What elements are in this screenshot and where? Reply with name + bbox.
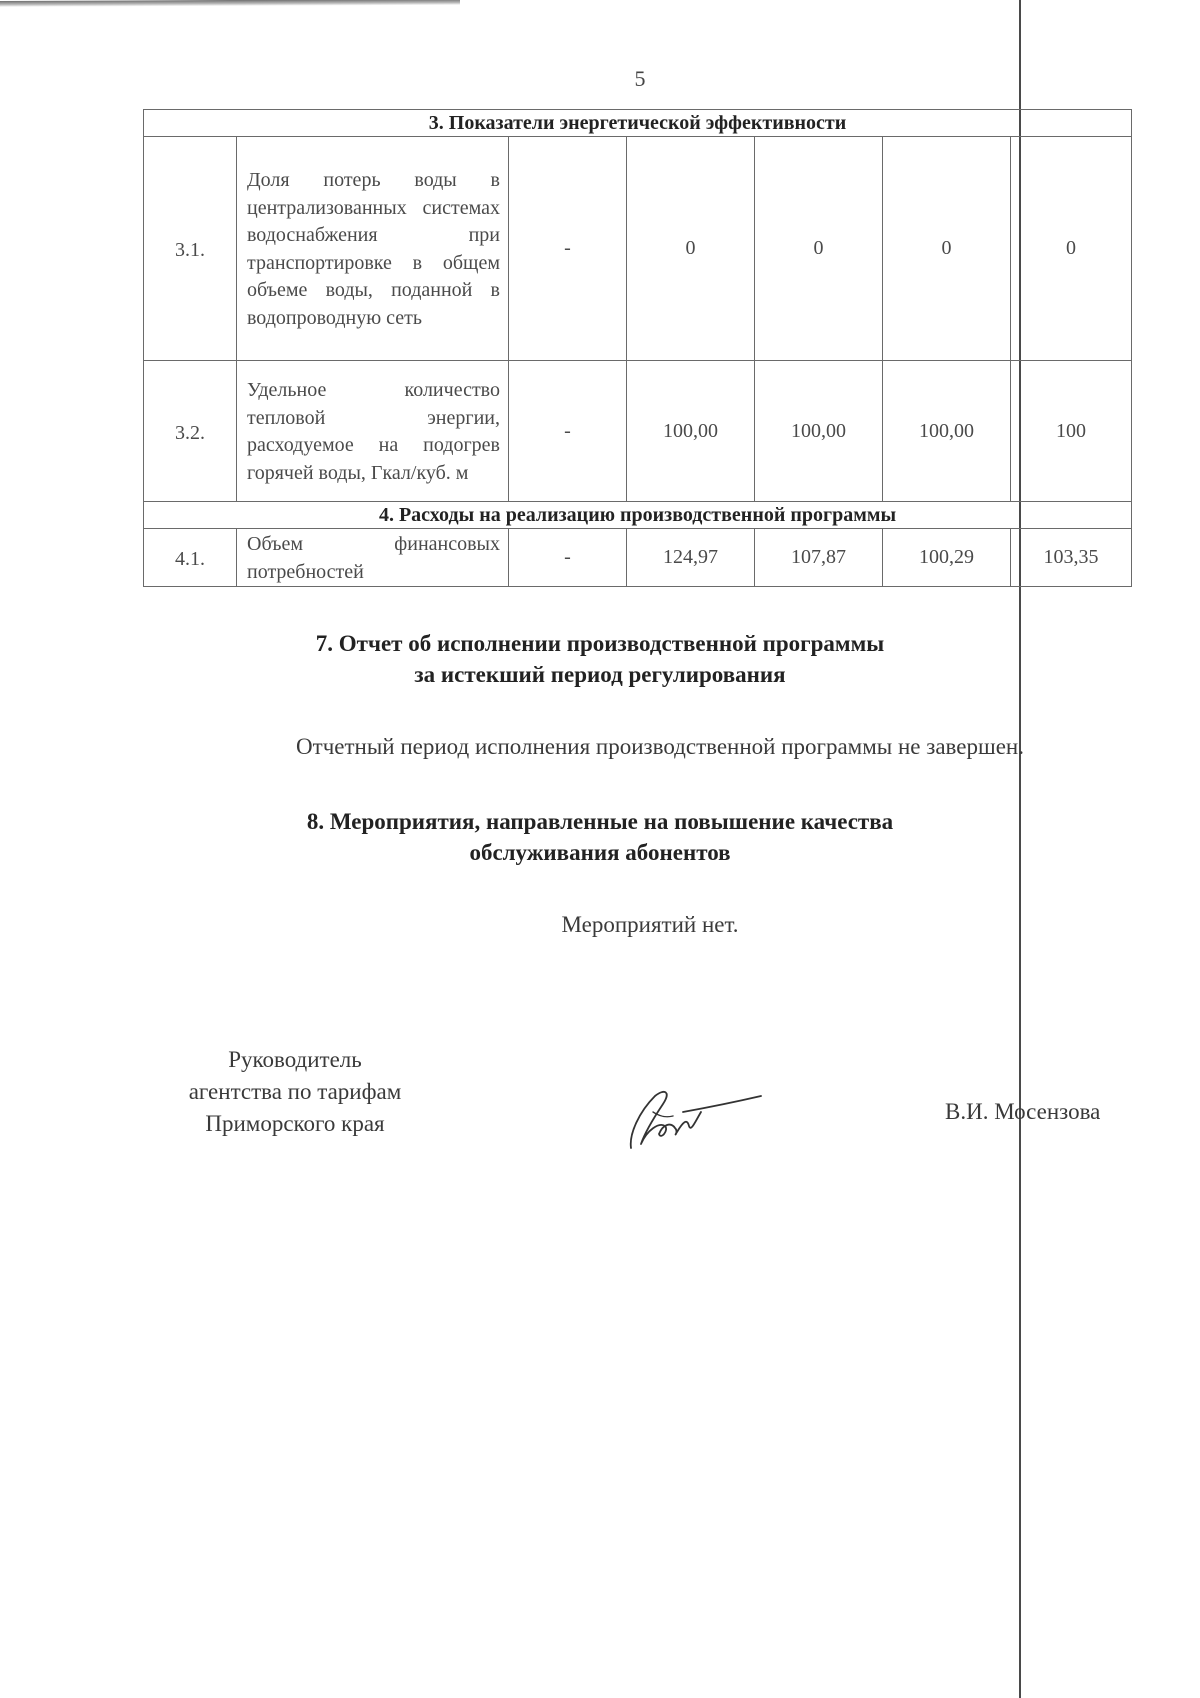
row-number: 3.1.: [144, 137, 237, 361]
section-8-text: Мероприятий нет.: [561, 912, 739, 937]
row-value: 100,29: [883, 529, 1011, 587]
row-value: 103,35: [1011, 529, 1132, 587]
section-4-title: 4. Расходы на реализацию производственной программы: [144, 502, 1132, 529]
row-value: 100: [1011, 361, 1132, 502]
row-number: 3.2.: [144, 361, 237, 502]
scan-edge-artifact: [0, 0, 460, 7]
section-7-heading-line1: 7. Отчет об исполнении производственной программы: [315, 631, 885, 656]
row-value: -: [509, 529, 627, 587]
section-8-heading-line2: обслуживания абонентов: [469, 840, 731, 865]
section-8-heading-line1: 8. Мероприятия, направленные на повышение качества: [306, 809, 894, 834]
table-row: [144, 137, 1132, 361]
row-value: 0: [883, 137, 1011, 361]
signer-title-line3: Приморского края: [205, 1111, 385, 1136]
row-value: -: [509, 137, 627, 361]
page-number: 5: [634, 66, 646, 91]
signer-title-line1: Руководитель: [228, 1047, 362, 1072]
row-number: 4.1.: [144, 529, 237, 587]
row-description: Удельное количество тепловой энергии, расходуемое на подогрев горячей воды, Гкал/куб. м: [237, 361, 509, 502]
handwritten-signature: [625, 1082, 765, 1154]
row-value: -: [509, 361, 627, 502]
signer-title-line2: агентства по тарифам: [188, 1079, 402, 1104]
row-value: 0: [755, 137, 883, 361]
signer-title: [145, 1044, 445, 1140]
section-3-title: 3. Показатели энергетической эффективности: [144, 110, 1132, 137]
section-7-text: Отчетный период исполнения производственной программы не завершен.: [296, 734, 1024, 759]
table-row: [144, 361, 1132, 502]
row-value: 100,00: [627, 361, 755, 502]
table-row: [144, 529, 1132, 587]
row-value: 100,00: [883, 361, 1011, 502]
section-7-heading: [150, 628, 1050, 690]
row-value: 100,00: [755, 361, 883, 502]
signer-name: В.И. Мосензова: [945, 1099, 1101, 1124]
row-value: 124,97: [627, 529, 755, 587]
indicators-table: [143, 109, 1131, 587]
row-description: Доля потерь воды в централизованных системах водоснабжения при транспортировке в общем объеме воды, поданной в водопроводную сеть: [237, 137, 509, 361]
table-section-header: [144, 110, 1132, 137]
row-description: Объем финансовых потребностей: [237, 529, 509, 587]
row-value: 0: [627, 137, 755, 361]
section-8-heading: [150, 806, 1050, 868]
row-value: 107,87: [755, 529, 883, 587]
row-value: 0: [1011, 137, 1132, 361]
section-7-heading-line2: за истекший период регулирования: [414, 662, 786, 687]
table-section-header: [144, 502, 1132, 529]
